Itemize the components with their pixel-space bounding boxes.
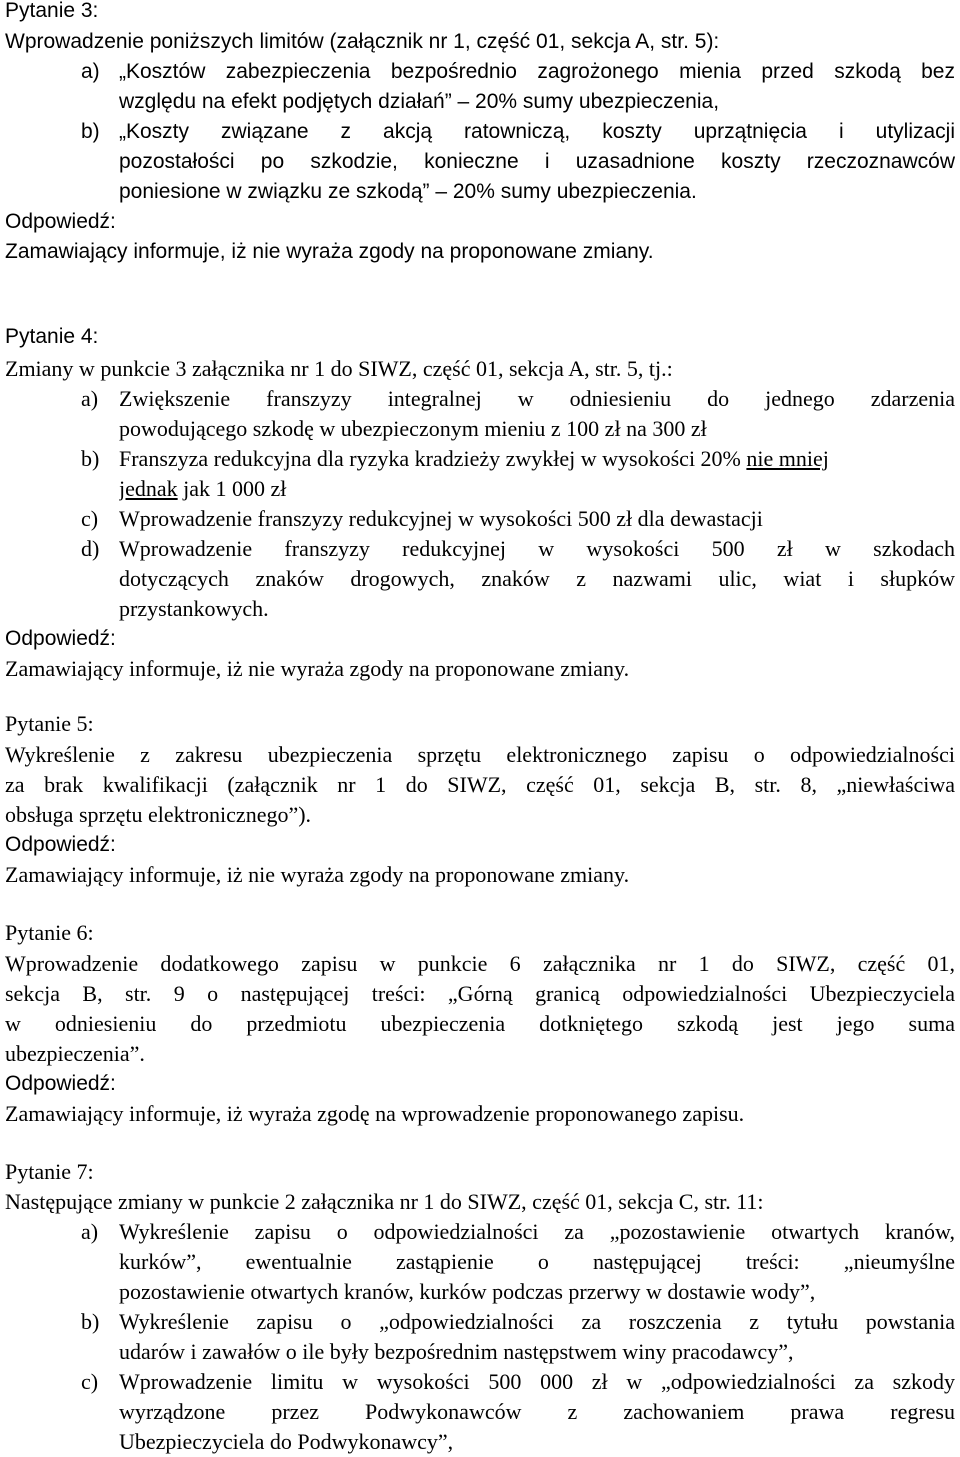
question-4-item-d-line3: przystankowych. (119, 596, 269, 621)
question-3-item-b-line2: pozostałości po szkodzie, konieczne i uzasadnione koszty rzeczoznawców (119, 150, 955, 173)
list-marker: b) (81, 120, 100, 143)
question-6-answer: Zamawiający informuje, iż wyraża zgodę na wprowadzenie proponowanego zapisu. (5, 1101, 745, 1126)
question-4-item-d-line2: dotyczących znaków drogowych, znaków z nazwami ulic, wiat i słupków (119, 566, 955, 591)
question-7-item-c-line1: Wprowadzenie limitu w wysokości 500 000 zł w „odpowiedzialności za szkody (119, 1369, 955, 1394)
question-4-intro: Zmiany w punkcie 3 załącznika nr 1 do SIWZ, część 01, sekcja A, str. 5, tj.: (5, 356, 673, 381)
question-4-item-d-line1: Wprowadzenie franszyzy redukcyjnej w wysokości 500 zł w szkodach (119, 536, 955, 561)
question-6-line1: Wprowadzenie dodatkowego zapisu w punkcie 6 załącznika nr 1 do SIWZ, część 01, (5, 951, 955, 976)
list-marker: a) (81, 1219, 99, 1244)
text-run: Franszyza redukcyjna dla ryzyka kradzieży zwykłej w wysokości 20% (119, 446, 747, 471)
question-7-item-b-line2: udarów i zawałów o ile były bezpośrednim następstwem winy pracodawcy”, (119, 1339, 794, 1364)
list-marker: a) (81, 60, 100, 83)
question-3-intro: Wprowadzenie poniższych limitów (załącznik nr 1, część 01, sekcja A, str. 5): (5, 30, 720, 53)
question-7-item-a-line2: kurków”, ewentualnie zastąpienie o następującej treści: „nieumyślne (119, 1249, 955, 1274)
question-4-heading: Pytanie 4: (5, 325, 99, 348)
question-5-answer-label: Odpowiedź: (5, 833, 116, 856)
question-5-answer: Zamawiający informuje, iż nie wyraża zgody na proponowane zmiany. (5, 862, 630, 887)
question-4-item-a-line1: Zwiększenie franszyzy integralnej w odniesieniu do jednego zdarzenia (119, 386, 955, 411)
question-7-item-c-line3: Ubezpieczyciela do Podwykonawcy”, (119, 1429, 454, 1454)
question-5-line2: za brak kwalifikacji (załącznik nr 1 do SIWZ, część 01, sekcja B, str. 8, „niewłaściwa (5, 772, 955, 797)
question-7-item-a-line3: pozostawienie otwartych kranów, kurków podczas przerwy w dostawie wody”, (119, 1279, 816, 1304)
question-3-item-b-line3: poniesione w związku ze szkodą” – 20% sumy ubezpieczenia. (119, 180, 697, 203)
list-marker: b) (81, 446, 100, 471)
question-7-item-a-line1: Wykreślenie zapisu o odpowiedzialności za „pozostawienie otwartych kranów, (119, 1219, 955, 1244)
question-7-intro: Następujące zmiany w punkcie 2 załącznika nr 1 do SIWZ, część 01, sekcja C, str. 11: (5, 1189, 764, 1214)
question-6-line2: sekcja B, str. 9 o następującej treści: „Górną granicą odpowiedzialności Ubezpieczyciela (5, 981, 955, 1006)
underlined-text: nie mniej (746, 446, 829, 471)
question-4-answer: Zamawiający informuje, iż nie wyraża zgody na proponowane zmiany. (5, 656, 630, 681)
question-4-answer-label: Odpowiedź: (5, 627, 116, 650)
list-marker: d) (81, 536, 100, 561)
question-5-line1: Wykreślenie z zakresu ubezpieczenia sprzętu elektronicznego zapisu o odpowiedzialności (5, 742, 955, 767)
question-6-answer-label: Odpowiedź: (5, 1072, 116, 1095)
question-7-item-b-line1: Wykreślenie zapisu o „odpowiedzialności za roszczenia z tytułu powstania (119, 1309, 955, 1334)
question-7-item-c-line2: wyrządzone przez Podwykonawców z zachowaniem prawa regresu (119, 1399, 955, 1424)
question-7-heading: Pytanie 7: (5, 1159, 94, 1184)
question-4-item-b-line1 (119, 444, 955, 474)
question-4-item-b-line2 (119, 474, 955, 504)
list-marker: a) (81, 386, 99, 411)
list-marker: c) (81, 1369, 99, 1394)
question-5-heading: Pytanie 5: (5, 711, 94, 736)
question-3-heading: Pytanie 3: (5, 0, 99, 22)
question-4-item-c-line1: Wprowadzenie franszyzy redukcyjnej w wysokości 500 zł dla dewastacji (119, 506, 763, 531)
question-3-answer: Zamawiający informuje, iż nie wyraża zgody na proponowane zmiany. (5, 240, 654, 263)
question-3-answer-label: Odpowiedź: (5, 210, 116, 233)
question-6-line4: ubezpieczenia”. (5, 1041, 145, 1066)
list-marker: b) (81, 1309, 100, 1334)
question-5-line3: obsługa sprzętu elektronicznego”). (5, 802, 312, 827)
question-3-item-a-line1: „Kosztów zabezpieczenia bezpośrednio zagrożonego mienia przed szkodą bez (119, 60, 955, 83)
question-3-item-a-line2: względu na efekt podjętych działań” – 20% sumy ubezpieczenia, (119, 90, 720, 113)
underlined-text: jednak (119, 476, 178, 501)
list-marker: c) (81, 506, 99, 531)
question-4-item-a-line2: powodującego szkodę w ubezpieczonym mieniu z 100 zł na 300 zł (119, 416, 707, 441)
question-6-line3: w odniesieniu do przedmiotu ubezpieczenia dotkniętego szkodą jest jego suma (5, 1011, 955, 1036)
text-run: jak 1 000 zł (177, 476, 287, 501)
question-6-heading: Pytanie 6: (5, 920, 94, 945)
question-3-item-b-line1: „Koszty związane z akcją ratowniczą, koszty uprzątnięcia i utylizacji (119, 120, 955, 143)
